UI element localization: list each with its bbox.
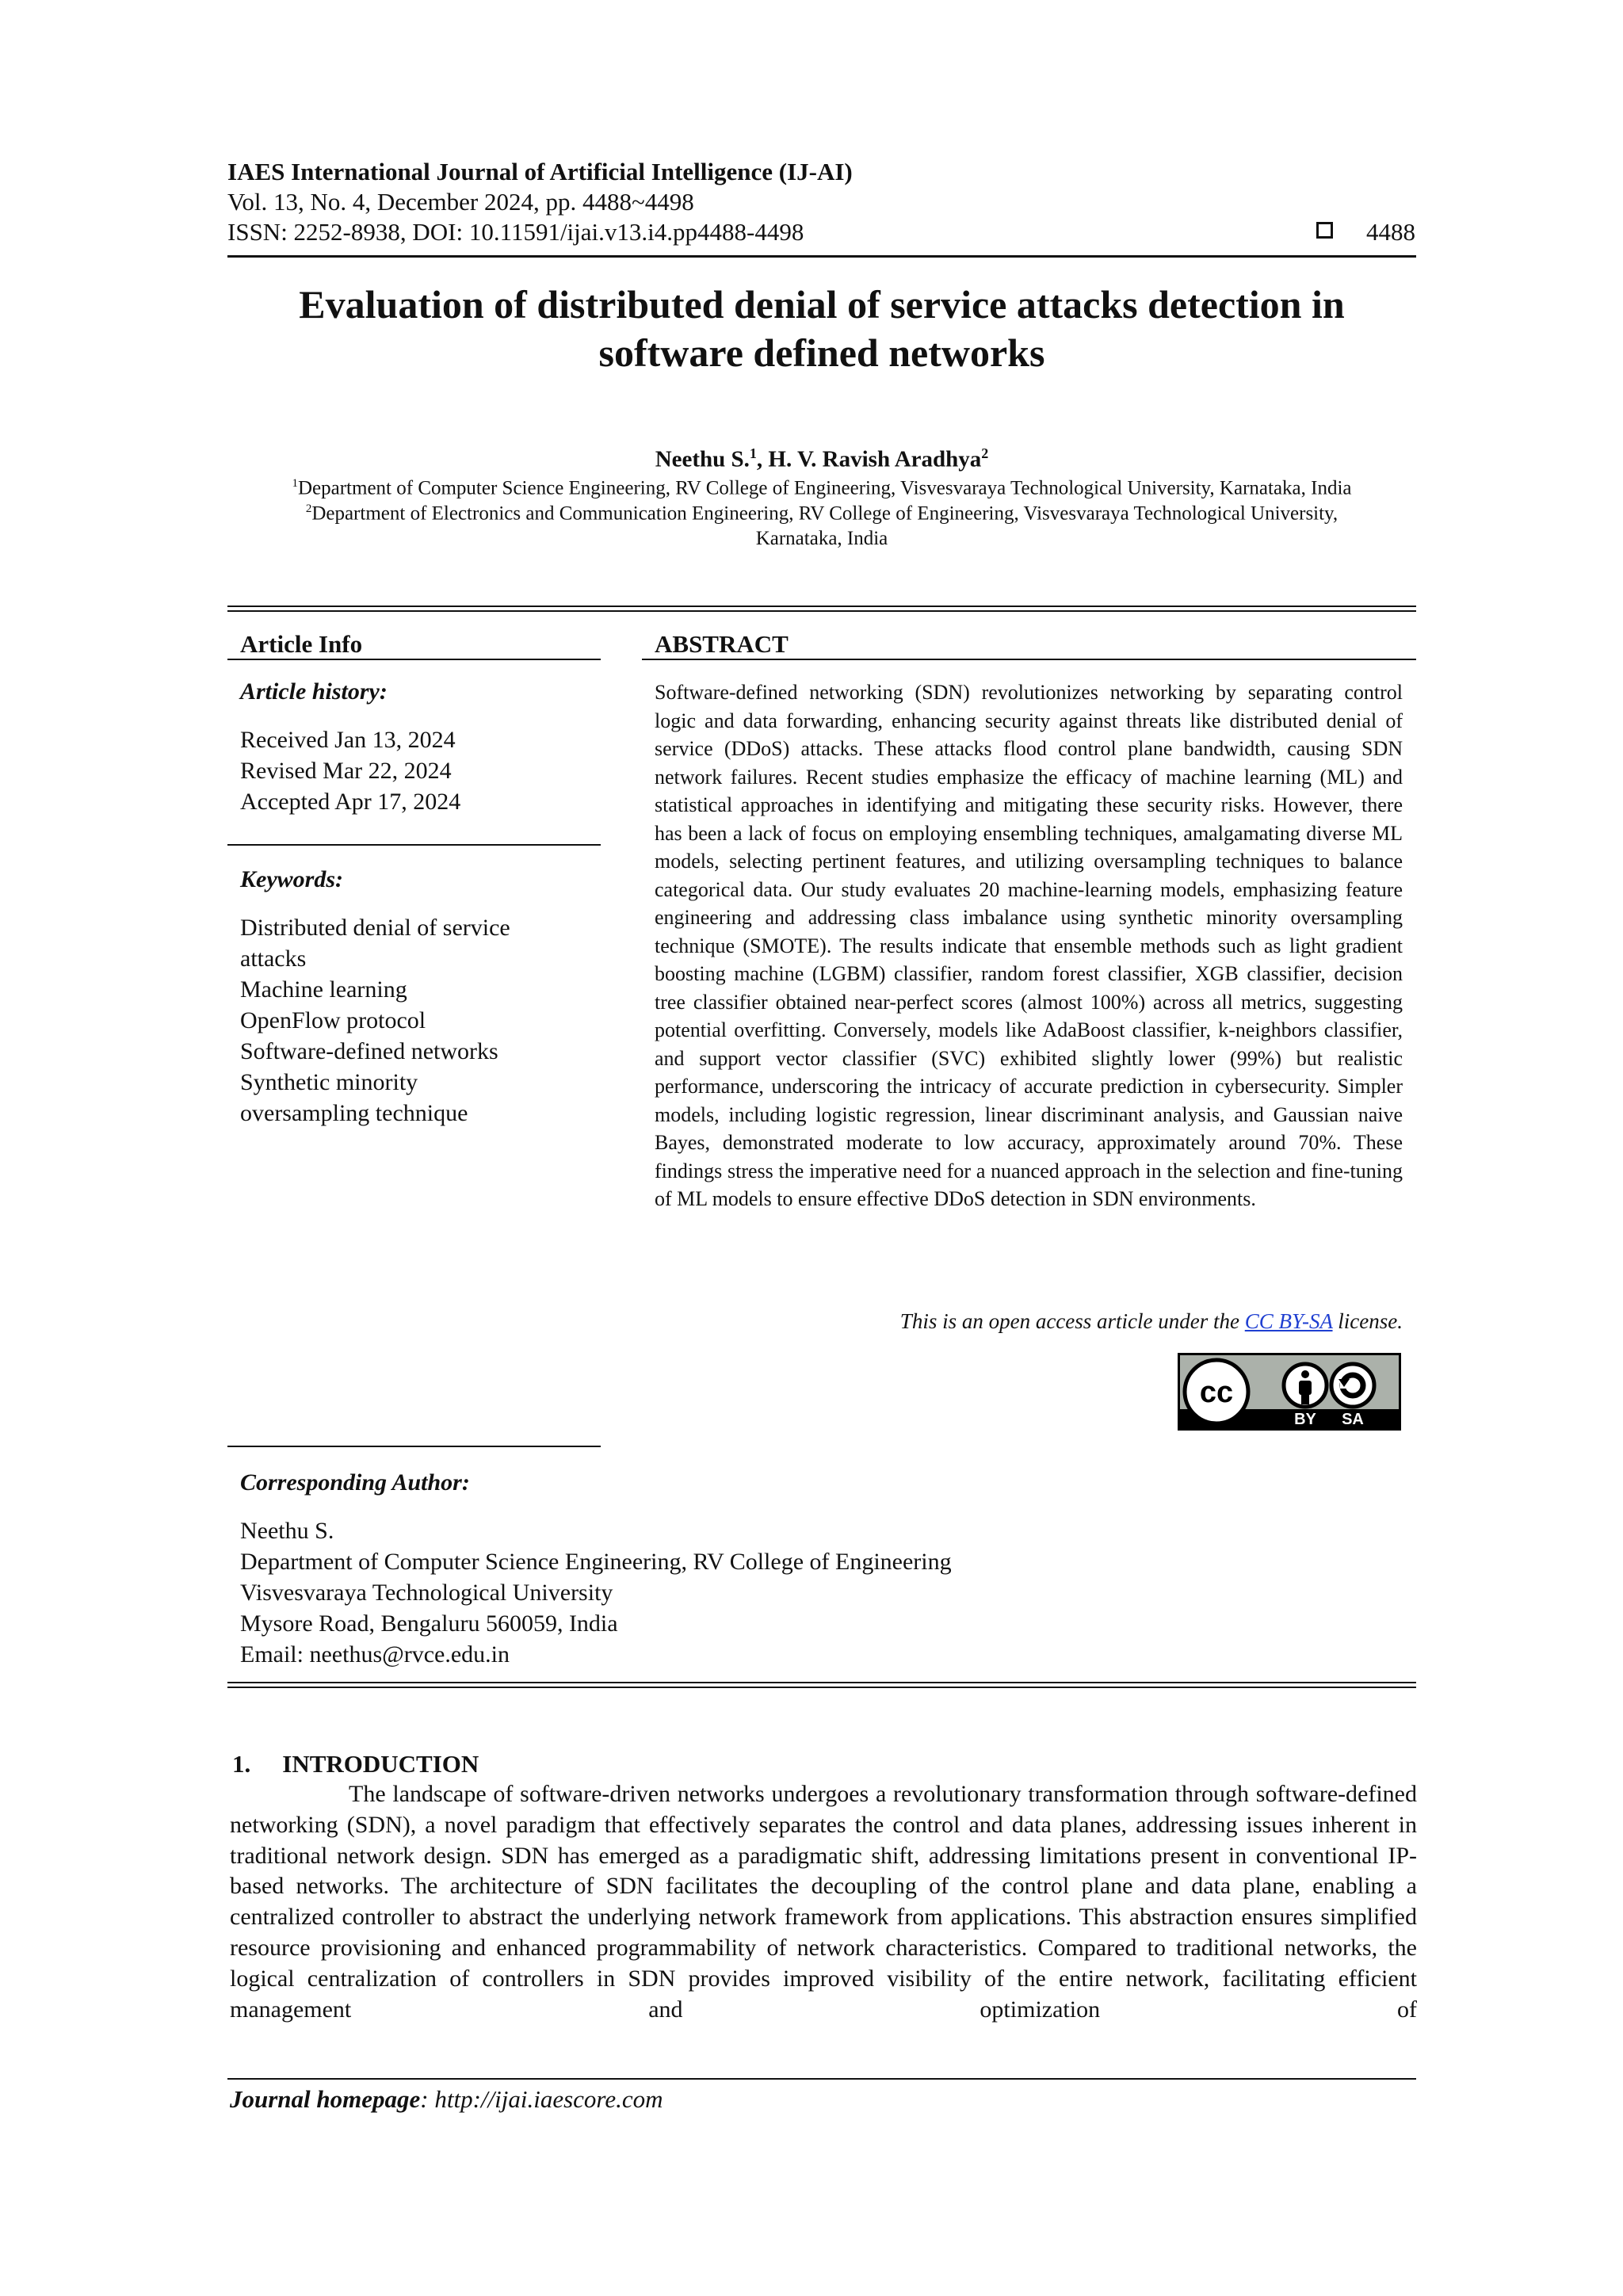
open-access-prefix: This is an open access article under the [899,1309,1245,1333]
corresponding-dept: Department of Computer Science Engineering, RV College of Engineering [240,1549,952,1575]
keyword-item: attacks [240,946,307,972]
journal-issn-doi: ISSN: 2252-8938, DOI: 10.11591/ijai.v13.i4.pp4488-4498 [227,218,804,246]
keyword-item: Synthetic minority [240,1069,418,1095]
keyword-item: OpenFlow protocol [240,1007,426,1033]
affiliation-2-text: Department of Electronics and Communication Engineering, RV College of Engineering, Visvesvaraya Technological University, [311,502,1338,525]
corresponding-name: Neethu S. [240,1518,334,1544]
section-top-rule-1 [227,606,1416,607]
abstract-text: Software-defined networking (SDN) revolutionizes networking by separating control logic and data forwarding, enhancing security against threats like distributed denial of service (DDoS) attacks. These attacks flood control plane bandwidth, causing SDN network failures. Recent studies emphasize the efficacy of machine learning (ML) and statistical approaches in identifying and mitigating these security risks. However, there has been a lack of focus on employing ensembling techniques, amalgamating diverse ML models, selecting pertinent features, and utilizing oversampling techniques to balance categorical data. Our study evaluates 20 machine-learning models, emphasizing feature engineering and addressing class imbalance using synthetic minority oversampling technique (SMOTE). The results indicate that ensemble methods such as light gradient boosting machine (LGBM) classifier, random forest classifier, XGB classifier, decision tree classifier obtained near-perfect scores (almost 100%) across all metrics, suggesting potential overfitting. Conversely, models like AdaBoost classifier, k-neighbors classifier, and support vector classifier (SVC) exhibited slightly lower (99%) but realistic performance, underscoring the intricacy of accurate prediction in cybersecurity. Simpler models, including logistic regression, linear discriminant analysis, and Gaussian naive Bayes, demonstrated moderate to low accuracy, approximately around 70%. These findings stress the imperative need for a nuanced approach in the selection and fine-tuning of ML models to ensure effective DDoS detection in SDN environments. [655,681,1403,1210]
corresponding-university: Visvesvaraya Technological University [240,1580,613,1606]
keyword-item: Distributed denial of service [240,915,510,941]
attribution-person-icon [1284,1364,1327,1407]
introduction-heading [232,1749,479,1778]
keyword-item: Machine learning [240,976,407,1003]
affiliation-1-mark: 1 [292,477,298,490]
creative-commons-icon [1185,1360,1248,1423]
journal-homepage [230,2084,663,2114]
corresponding-bottom-rule-1 [227,1682,1416,1683]
article-info-rule [227,659,601,660]
section-number: 1. [232,1750,251,1778]
affiliation-2 [227,496,1416,552]
article-info-bottom-rule [227,1446,601,1447]
square-bullet-icon [1316,222,1333,239]
keyword-item: Software-defined networks [240,1038,498,1064]
history-bottom-rule [227,844,601,846]
title-line-2: software defined networks [598,330,1045,375]
date-accepted: Accepted Apr 17, 2024 [240,789,461,815]
affiliation-2-text-cont: Karnataka, India [755,528,888,550]
header-rule [227,255,1416,258]
introduction-text: The landscape of software-driven networks undergoes a revolutionary transformation through software-defined networking (SDN), a novel paradigm that effectively separates the control and data planes, addressing issues inherent in traditional network design. SDN has emerged as a paradigmatic shift, addressing limitations present in conventional IP-based networks. The architecture of SDN facilitates the decoupling of the control plane and data plane, enabling a centralized controller to abstract the underlying network framework from applications. This abstraction ensures simplified resource provisioning and enhanced programmability of network characteristics. Compared to traditional networks, the logical centralization of controllers in SDN provides improved visibility of the entire network, facilitating efficient management and optimization of [230,1781,1417,2023]
footer-rule [227,2078,1416,2080]
abstract-rule [642,659,1416,660]
affiliation-2-mark: 2 [305,502,312,515]
author-separator: , [756,446,769,472]
author-2: H. V. Ravish Aradhya [768,446,982,472]
keyword-item: oversampling technique [240,1100,468,1126]
paper-title [227,281,1416,377]
author-2-affil-mark: 2 [981,445,989,461]
author-list [227,440,1416,473]
section-top-rule-2 [227,610,1416,612]
keywords-heading: Keywords: [240,866,343,892]
abstract-heading: ABSTRACT [655,630,789,658]
journal-name: IAES International Journal of Artificial Intelligence (IJ-AI) [227,158,853,185]
cc-glyph-text: cc [1199,1376,1234,1409]
corresponding-bottom-rule-2 [227,1687,1416,1688]
affiliation-1-text: Department of Computer Science Engineering, RV College of Engineering, Visvesvaraya Technological University, Karnataka, India [297,477,1352,499]
open-access-notice [900,1308,1403,1335]
homepage-colon: : [420,2085,429,2113]
journal-volume: Vol. 13, No. 4, December 2024, pp. 4488~4498 [227,188,694,216]
corresponding-address: Mysore Road, Bengaluru 560059, India [240,1610,618,1637]
corresponding-author-heading: Corresponding Author: [240,1469,470,1496]
corresponding-email: Email: neethus@rvce.edu.in [240,1641,510,1668]
share-alike-icon [1331,1364,1374,1407]
cc-by-sa-badge[interactable] [1177,1352,1402,1431]
page-number: 4488 [1366,218,1415,246]
date-revised: Revised Mar 22, 2024 [240,758,452,784]
homepage-label: Journal homepage [230,2085,421,2113]
author-1: Neethu S. [655,446,750,472]
article-history-heading: Article history: [240,678,388,705]
author-1-affil-mark: 1 [749,445,757,461]
open-access-suffix: license. [1332,1309,1403,1333]
badge-by-label: BY [1294,1411,1316,1428]
article-info-heading: Article Info [240,630,363,658]
homepage-url[interactable]: http://ijai.iaescore.com [434,2085,663,2113]
title-line-1: Evaluation of distributed denial of service attacks detection in [299,282,1345,327]
badge-sa-label: SA [1342,1411,1364,1428]
keyword-list [240,912,510,1129]
section-title: INTRODUCTION [282,1750,479,1778]
license-link[interactable]: CC BY-SA [1244,1309,1333,1333]
date-received: Received Jan 13, 2024 [240,727,456,753]
